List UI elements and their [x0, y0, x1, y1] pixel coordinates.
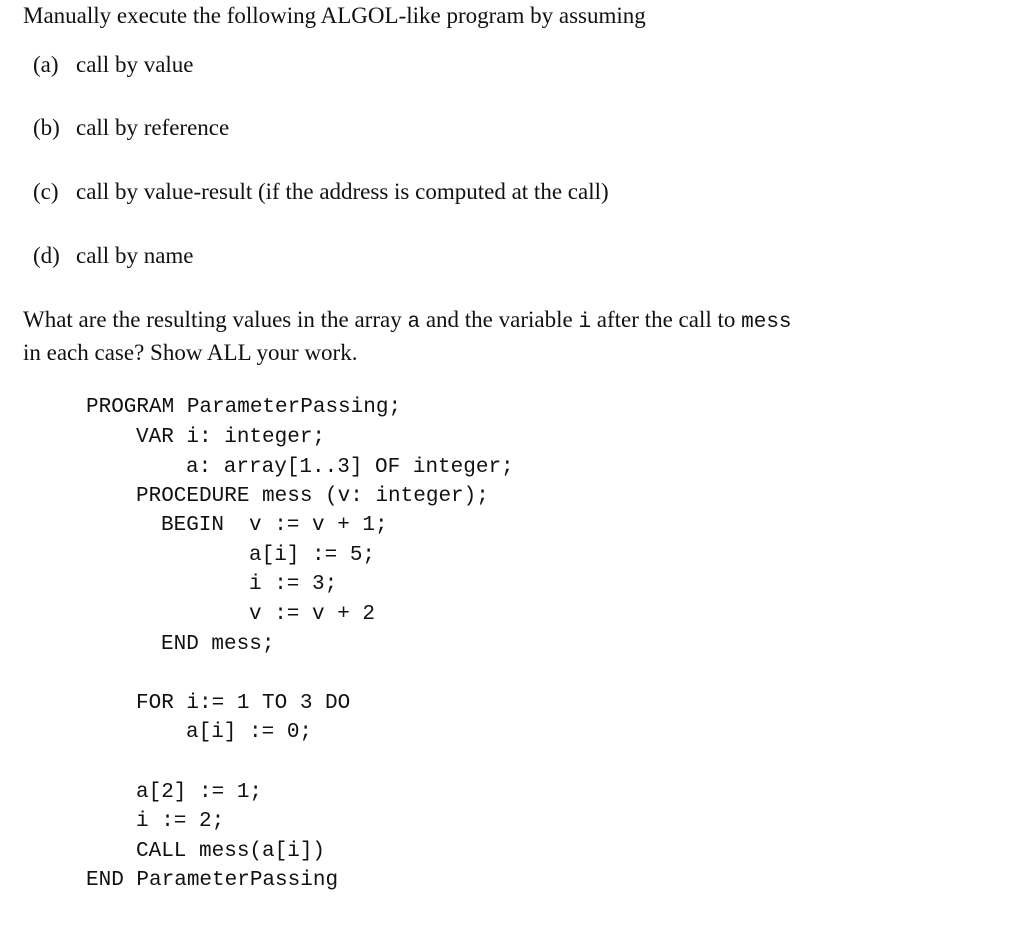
code-line: FOR i:= 1 TO 3 DO [136, 692, 351, 715]
item-marker: (b) [33, 115, 60, 140]
code-line: END ParameterPassing [86, 869, 339, 892]
question-text: and the variable [420, 307, 579, 332]
code-line: CALL mess(a[i]) [136, 840, 326, 863]
code-line: VAR i: integer; [136, 426, 326, 449]
question-line-1 [23, 305, 983, 338]
question-line-2: in each case? Show ALL your work. [23, 340, 358, 365]
code-line: BEGIN [161, 514, 225, 537]
code-line: END mess; [161, 633, 275, 656]
item-marker: (c) [33, 179, 59, 204]
code-line: PROGRAM ParameterPassing; [86, 396, 402, 419]
code-line: i := 2; [136, 810, 225, 833]
item-text: call by reference [76, 115, 230, 140]
code-line: v := v + 2 [249, 603, 376, 626]
array-name: a [407, 311, 421, 334]
list-item [33, 177, 609, 207]
list-item [33, 113, 229, 143]
code-line: a[2] := 1; [136, 781, 263, 804]
list-item [33, 50, 194, 80]
intro-text: Manually execute the following ALGOL-like program by assuming [23, 3, 646, 28]
question-paragraph [23, 305, 983, 368]
code-line: PROCEDURE mess (v: integer); [136, 485, 489, 508]
item-marker: (a) [33, 52, 59, 77]
item-text: call by value [76, 52, 194, 77]
item-text: call by value-result (if the address is computed at the call) [76, 179, 609, 204]
question-text: after the call to [591, 307, 742, 332]
variable-name: i [578, 311, 592, 334]
item-text: call by name [76, 243, 194, 268]
procedure-name: mess [741, 311, 792, 334]
code-line: i := 3; [249, 573, 338, 596]
code-line: a[i] := 5; [249, 544, 376, 567]
question-text: What are the resulting values in the array [23, 307, 408, 332]
code-line: v := v + 1; [249, 514, 388, 537]
list-item [33, 241, 194, 271]
code-line: a: array[1..3] OF integer; [186, 456, 514, 479]
item-marker: (d) [33, 243, 60, 268]
code-line: a[i] := 0; [186, 721, 313, 744]
